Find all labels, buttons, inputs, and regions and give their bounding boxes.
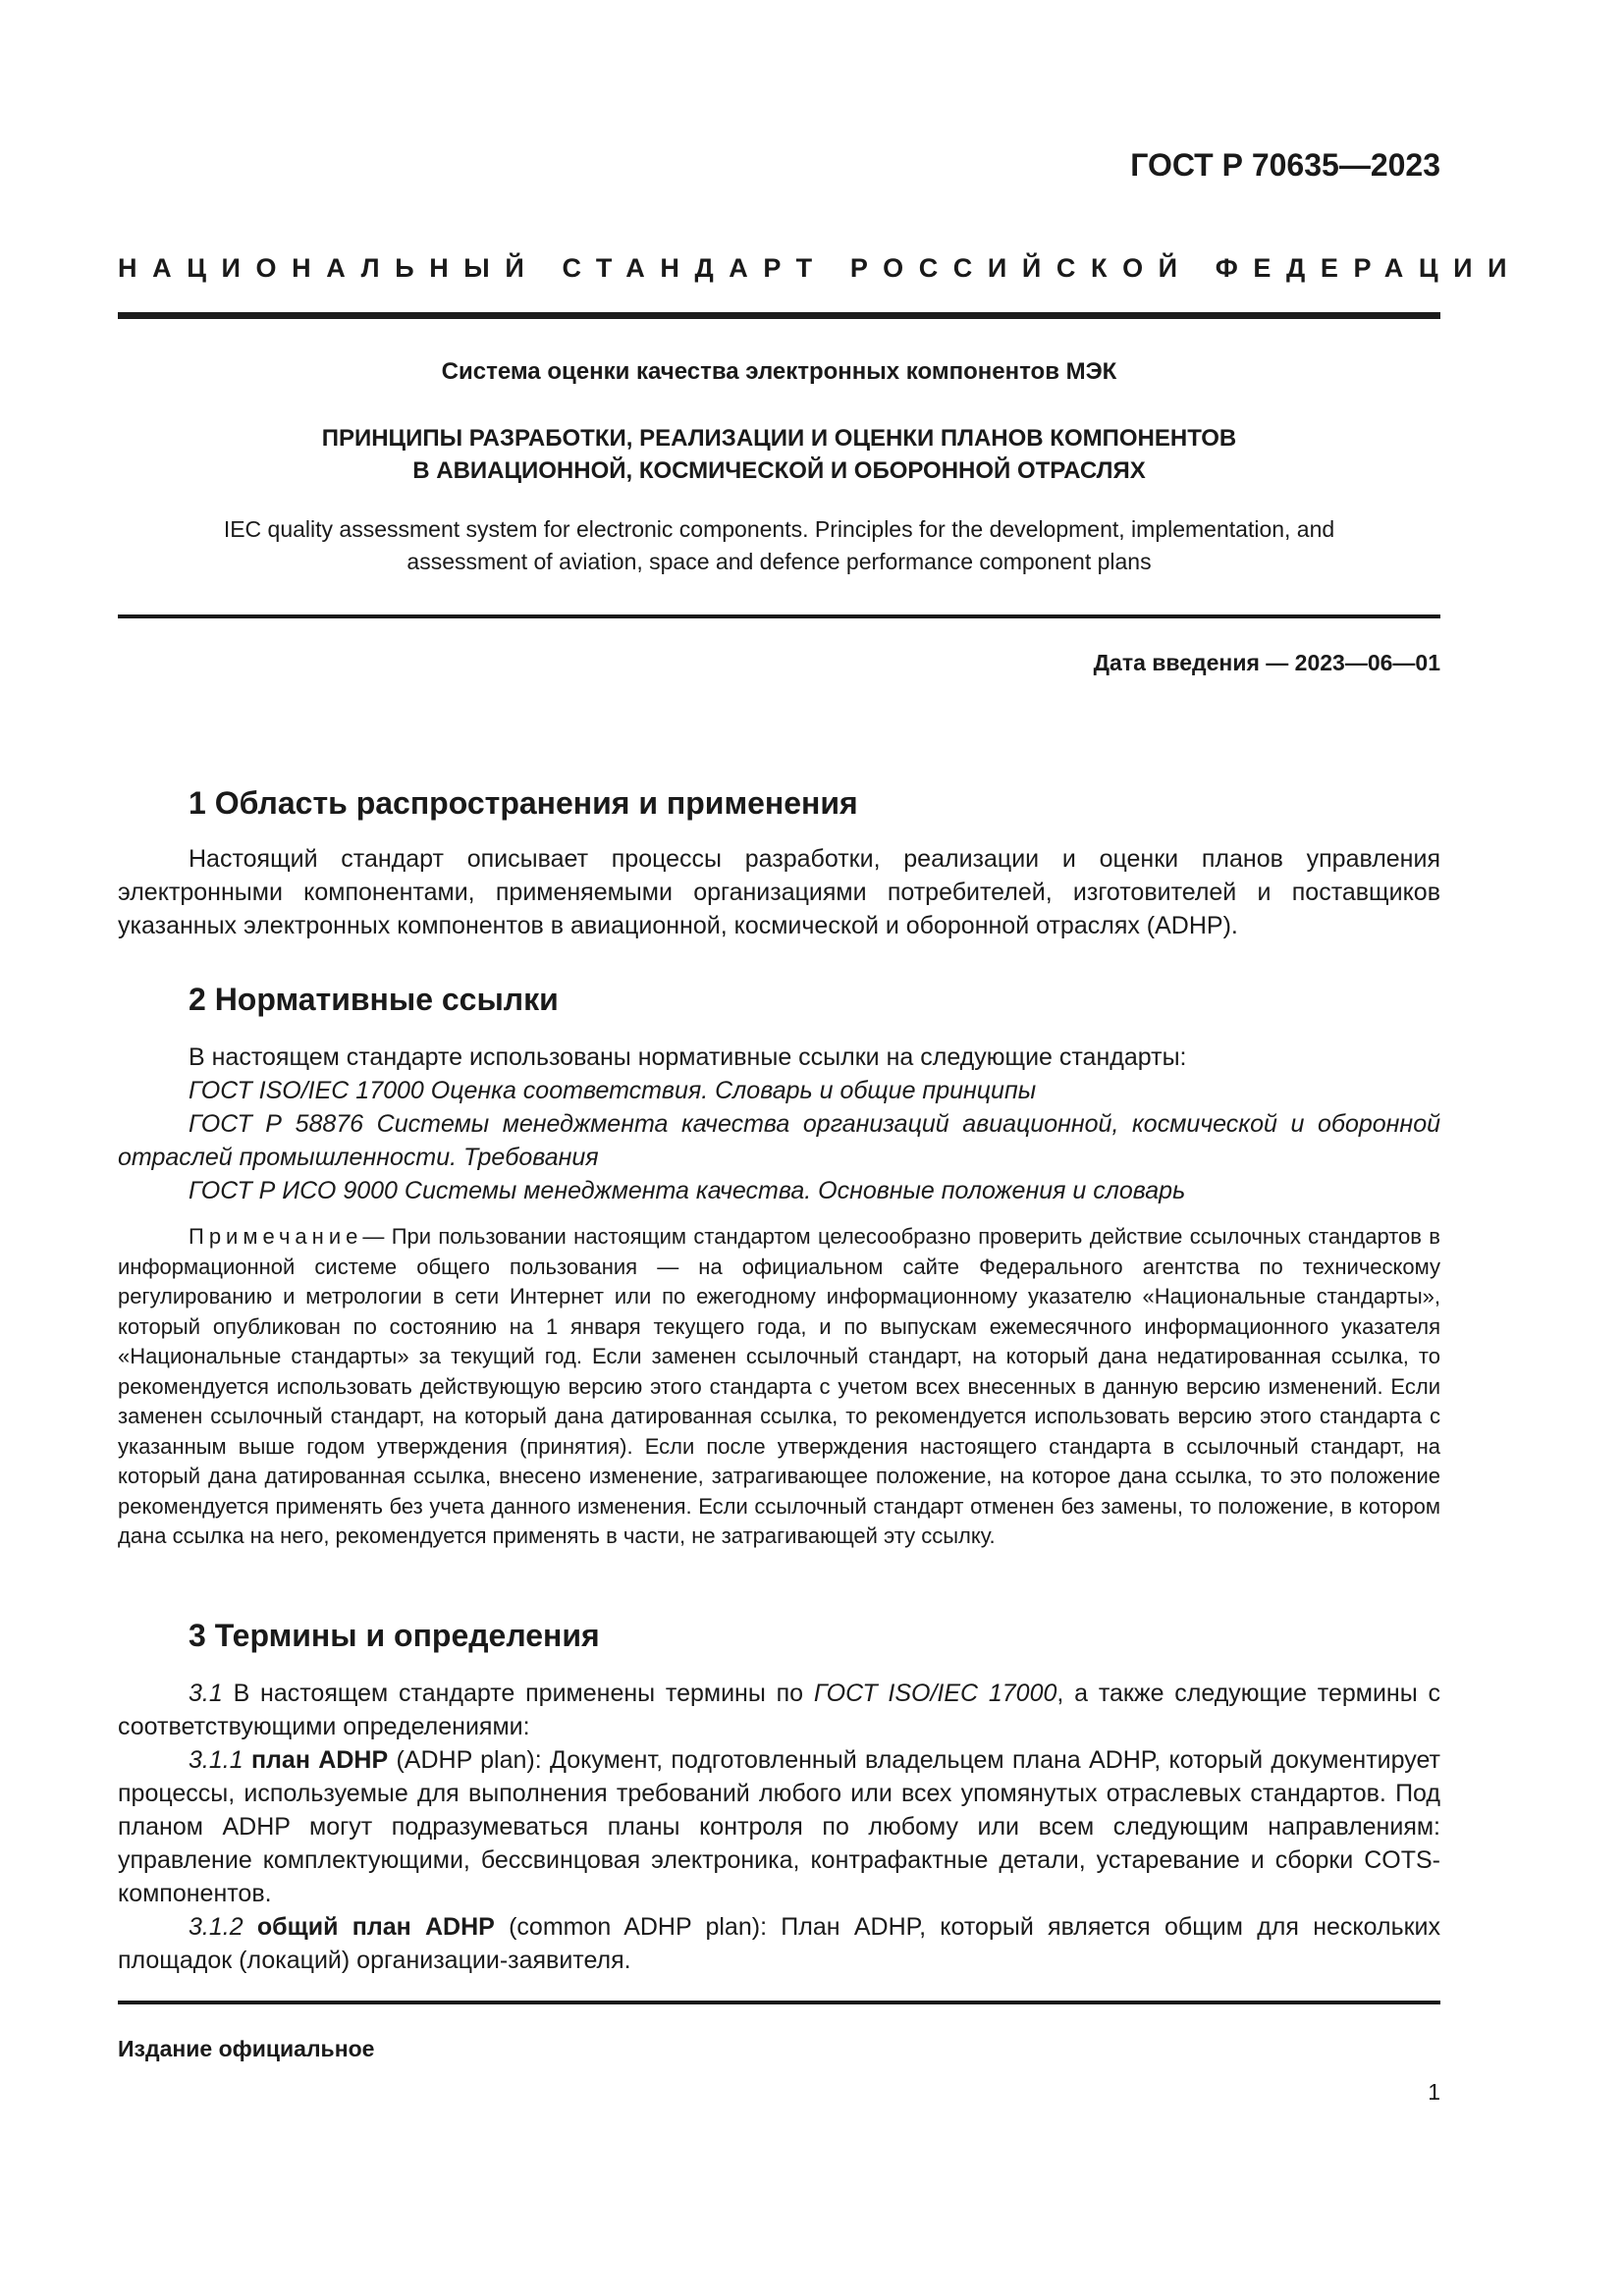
paragraph-3-1: 3.1 В настоящем стандарте применены термины по ГОСТ ISO/IEC 17000, а также следующие термины с соответствующими определениями: [118, 1680, 1440, 1740]
reference-item: ГОСТ Р ИСО 9000 Системы менеджмента качества. Основные положения и словарь [189, 1177, 1186, 1204]
term-name: план ADHP [250, 1746, 389, 1774]
reference-link-text: ГОСТ ISO/IEC 17000 [813, 1680, 1057, 1707]
main-title-line2: В АВИАЦИОННОЙ, КОСМИЧЕСКОЙ И ОБОРОННОЙ ОТРАСЛЯХ [412, 457, 1146, 484]
standard-code: ГОСТ Р 70635—2023 [1130, 147, 1440, 183]
note-text: — При пользовании настоящим стандартом целесообразно проверить действие ссылочных стандартов в информационной системе общего пользования — на официальном сайте Федерального агентства по техническому регулированию и метрологии в сети Интернет или по ежегодному информационному указателю «Национальные стандарты», который опубликован по состоянию на 1 января текущего года, и по выпускам ежемесячного информационного указателя «Национальные стандарты» за текущий год. Если заменен ссылочный стандарт, на который дана недатированная ссылка, то рекомендуется использовать действующую версию этого стандарта с учетом всех внесенных в данную версию изменений. Если заменен ссылочный стандарт, на который дана датированная ссылка, то рекомендуется использовать версию этого стандарта с указанным выше годом утверждения (принятия). Если после утверждения настоящего стандарта в ссылочный стандарт, на который дана датированная ссылка, внесено изменение, затрагивающее положение, на которое дана ссылка, то это положение рекомендуется применять без учета данного изменения. Если ссылочный стандарт отменен без замены, то положение, в котором дана ссылка на него, рекомендуется применять в части, не затрагивающей эту ссылку. [118, 1224, 1440, 1548]
page-number: 1 [1428, 2079, 1440, 2105]
footer-divider [118, 2001, 1440, 2004]
section-2-intro: В настоящем стандарте использованы нормативные ссылки на следующие стандарты: [189, 1043, 1187, 1071]
section-2-heading: 2 Нормативные ссылки [189, 982, 559, 1017]
introduction-date: Дата введения — 2023—06—01 [1093, 650, 1440, 675]
note-label: Примечание [189, 1224, 363, 1249]
top-divider [118, 312, 1440, 319]
section-3-body [118, 1677, 1440, 1977]
official-edition-label: Издание официальное [118, 2036, 375, 2061]
term-definition: (ADHP plan): Документ, подготовленный владельцем плана ADHP, который документирует процессы, используемые для выполнения требований любого или всех упомянутых отраслевых стандартов. Под планом ADHP могут подразумеваться планы контроля по любому или всем следующим направлениям: управление комплектующими, бессвинцовая электроника, контрафактные детали, устаревание и сборки COTS-компонентов. [118, 1746, 1440, 1907]
section-1-heading: 1 Область распространения и применения [189, 785, 858, 821]
section-1-text: Настоящий стандарт описывает процессы разработки, реализации и оценки планов управления электронными компонентами, применяемыми организациями потребителей, изготовителей и поставщиков указанных электронных компонентов в авиационной, космической и оборонной отраслях (ADHP). [118, 845, 1440, 939]
clause-number: 3.1.2 [189, 1913, 244, 1941]
term-definition: (common ADHP plan): План ADHP, который является общим для нескольких площадок (локаций) организации-заявителя. [118, 1913, 1441, 1974]
reference-item: ГОСТ ISO/IEC 17000 Оценка соответствия. Словарь и общие принципы [189, 1077, 1037, 1104]
clause-number: 3.1 [189, 1680, 223, 1707]
system-title: Система оценки качества электронных компонентов МЭК [441, 358, 1117, 385]
main-title-line1: ПРИНЦИПЫ РАЗРАБОТКИ, РЕАЛИЗАЦИИ И ОЦЕНКИ ПЛАНОВ КОМПОНЕНТОВ [321, 425, 1237, 452]
english-title: IEC quality assessment system for electronic components. Principles for the development, implementation, and assessment of aviation, space and defence performance component plans [223, 516, 1335, 574]
term-3-1-2 [118, 1910, 1440, 1977]
title-divider [118, 614, 1440, 618]
main-title [118, 422, 1440, 487]
section-3-heading: 3 Термины и определения [189, 1618, 600, 1653]
reference-item: ГОСТ Р 58876 Системы менеджмента качества организаций авиационной, космической и оборонной отраслей промышленности. Требования [118, 1110, 1440, 1171]
section-2-body [118, 1041, 1440, 1207]
national-standard-title: НАЦИОНАЛЬНЫЙ СТАНДАРТ РОССИЙСКОЙ ФЕДЕРАЦИИ [118, 253, 1523, 283]
term-3-1-1 [118, 1743, 1440, 1910]
term-name: общий план ADHP [256, 1913, 495, 1941]
clause-number: 3.1.1 [189, 1746, 244, 1774]
note-block [118, 1222, 1440, 1552]
